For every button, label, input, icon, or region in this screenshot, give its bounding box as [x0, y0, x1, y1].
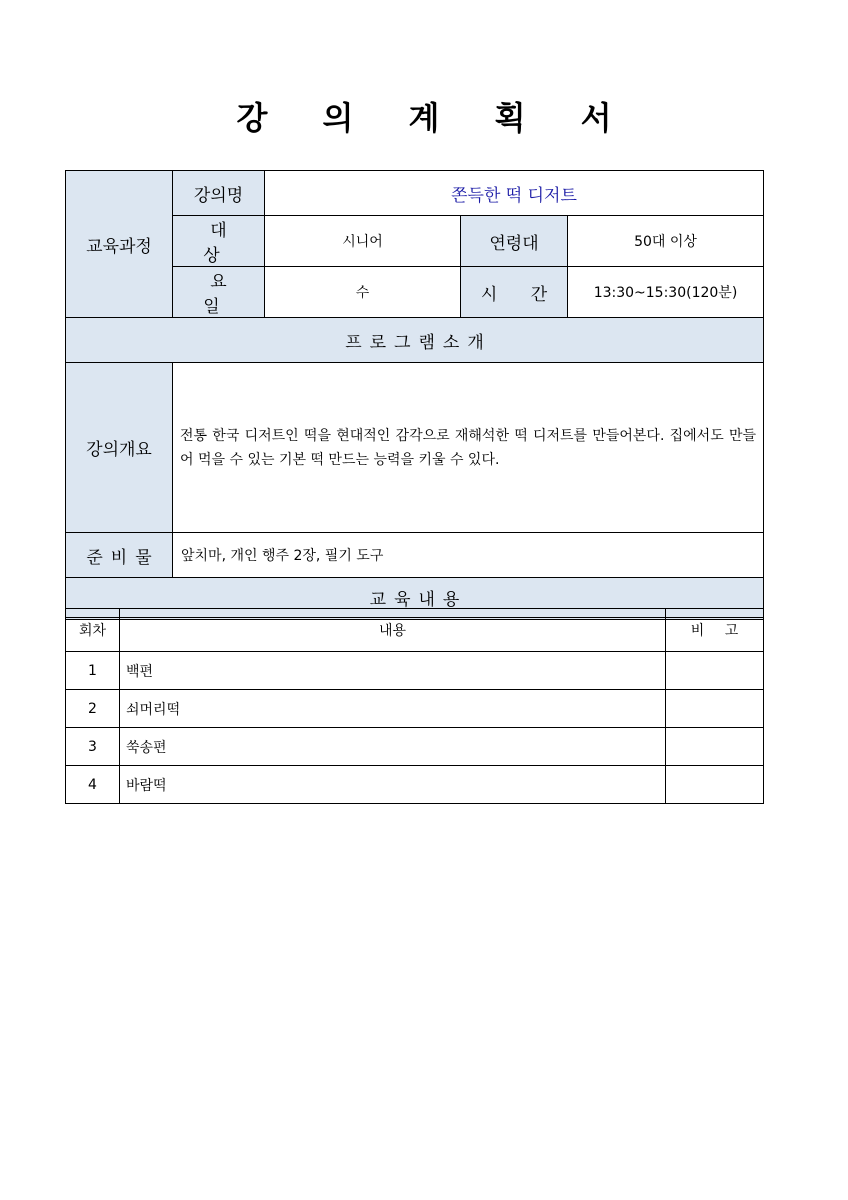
age-label: 연령대 — [461, 216, 568, 267]
course-info-table — [65, 170, 764, 620]
session-note — [666, 728, 764, 766]
day-value: 수 — [265, 267, 461, 318]
session-content: 백편 — [120, 652, 666, 690]
content-column-header: 내용 — [120, 609, 666, 652]
session-number: 4 — [66, 766, 120, 804]
overview-text: 전통 한국 디저트인 떡을 현대적인 감각으로 재해석한 떡 디저트를 만들어본다. 집에서도 만들어 먹을 수 있는 기본 떡 만드는 능력을 키울 수 있다. — [173, 363, 764, 533]
education-content-header: 교육내용 — [66, 578, 764, 619]
prep-text: 앞치마, 개인 행주 2장, 필기 도구 — [173, 533, 764, 578]
session-column-header: 회차 — [66, 609, 120, 652]
session-number: 2 — [66, 690, 120, 728]
session-content: 쇠머리떡 — [120, 690, 666, 728]
session-content: 쑥송편 — [120, 728, 666, 766]
target-label: 대 상 — [173, 216, 265, 267]
table-row — [66, 728, 764, 766]
session-note — [666, 652, 764, 690]
document-title: 강 의 계 획 서 — [236, 99, 634, 137]
course-section-label: 교육과정 — [66, 171, 173, 318]
day-label: 요 일 — [173, 267, 265, 318]
lesson-table — [65, 608, 764, 804]
table-row — [66, 766, 764, 804]
session-note — [666, 766, 764, 804]
overview-label: 강의개요 — [66, 363, 173, 533]
time-value: 13:30~15:30(120분) — [568, 267, 764, 318]
table-row — [66, 690, 764, 728]
session-number: 1 — [66, 652, 120, 690]
course-name-label: 강의명 — [173, 171, 265, 216]
session-note — [666, 690, 764, 728]
prep-label: 준비물 — [66, 533, 173, 578]
program-intro-header: 프로그램소개 — [66, 318, 764, 363]
course-name-value: 쫀득한 떡 디저트 — [265, 171, 764, 216]
session-number: 3 — [66, 728, 120, 766]
session-content: 바람떡 — [120, 766, 666, 804]
age-value: 50대 이상 — [568, 216, 764, 267]
table-row — [66, 652, 764, 690]
target-value: 시니어 — [265, 216, 461, 267]
time-label: 시 간 — [461, 267, 568, 318]
note-column-header: 비 고 — [666, 609, 764, 652]
